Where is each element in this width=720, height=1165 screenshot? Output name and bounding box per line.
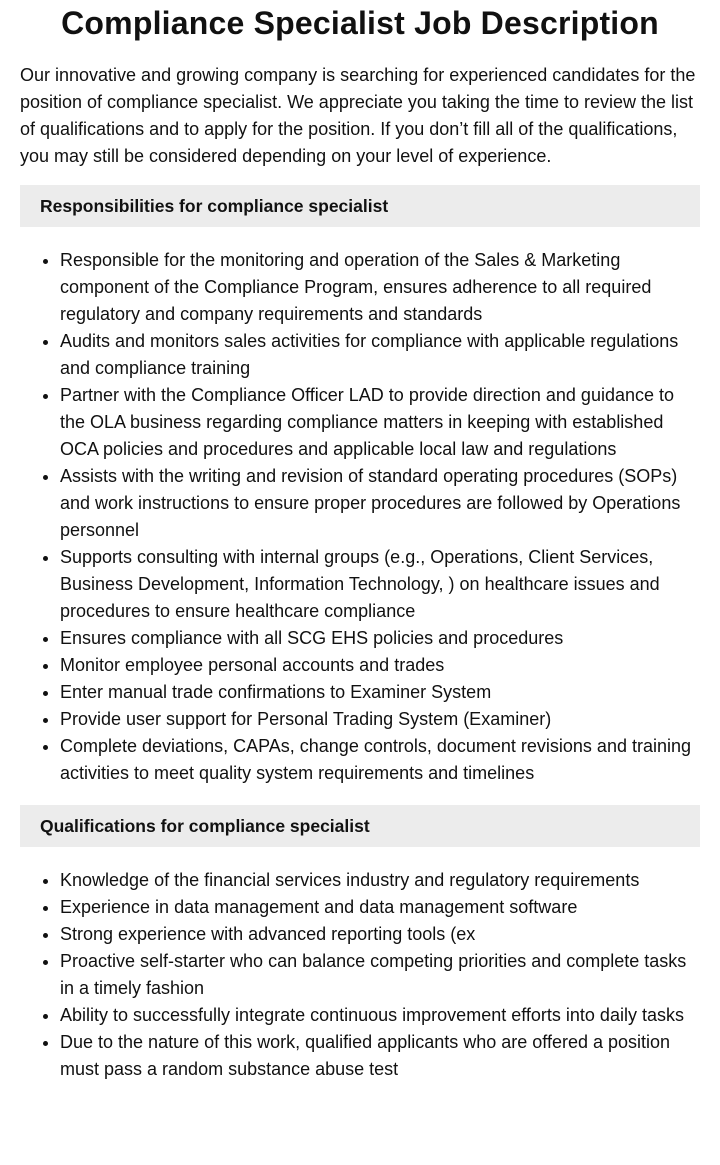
list-item: • Complete deviations, CAPAs, change controls, document revisions and training activities to meet quality system requirements and timelines	[60, 733, 700, 787]
list-item: • Proactive self-starter who can balance competing priorities and complete tasks in a timely fashion	[60, 948, 700, 1002]
list-item: • Experience in data management and data management software	[60, 894, 700, 921]
list-item: • Due to the nature of this work, qualified applicants who are offered a position must pass a random substance abuse test	[60, 1029, 700, 1083]
responsibilities-heading: Responsibilities for compliance specialist	[20, 185, 700, 227]
list-item: • Enter manual trade confirmations to Examiner System	[60, 679, 700, 706]
qualifications-list	[20, 867, 700, 1083]
list-item: • Ability to successfully integrate continuous improvement efforts into daily tasks	[60, 1002, 700, 1029]
responsibilities-list	[20, 247, 700, 787]
list-item: • Ensures compliance with all SCG EHS policies and procedures	[60, 625, 700, 652]
list-item: • Assists with the writing and revision of standard operating procedures (SOPs) and work instructions to ensure proper procedures are followed by Operations personnel	[60, 463, 700, 544]
list-item: • Monitor employee personal accounts and trades	[60, 652, 700, 679]
list-item: • Strong experience with advanced reporting tools (ex	[60, 921, 700, 948]
page-title: Compliance Specialist Job Description	[61, 5, 659, 41]
list-item: • Supports consulting with internal groups (e.g., Operations, Client Services, Business Development, Information Technology, ) on healthcare issues and procedures to ensure healthcare compliance	[60, 544, 700, 625]
intro-paragraph: Our innovative and growing company is searching for experienced candidates for the position of compliance specialist. We appreciate you taking the time to review the list of qualifications and to apply for the position. If you don’t fill all of the qualifications, you may still be considered depending on your level of experience.	[20, 65, 696, 166]
qualifications-heading: Qualifications for compliance specialist	[20, 805, 700, 847]
list-item: • Audits and monitors sales activities for compliance with applicable regulations and compliance training	[60, 328, 700, 382]
list-item: • Partner with the Compliance Officer LAD to provide direction and guidance to the OLA business regarding compliance matters in keeping with established OCA policies and procedures and applicable local law and regulations	[60, 382, 700, 463]
list-item: • Provide user support for Personal Trading System (Examiner)	[60, 706, 700, 733]
list-item: • Knowledge of the financial services industry and regulatory requirements	[60, 867, 700, 894]
list-item: • Responsible for the monitoring and operation of the Sales & Marketing component of the Compliance Program, ensures adherence to all required regulatory and company requirements and standards	[60, 247, 700, 328]
